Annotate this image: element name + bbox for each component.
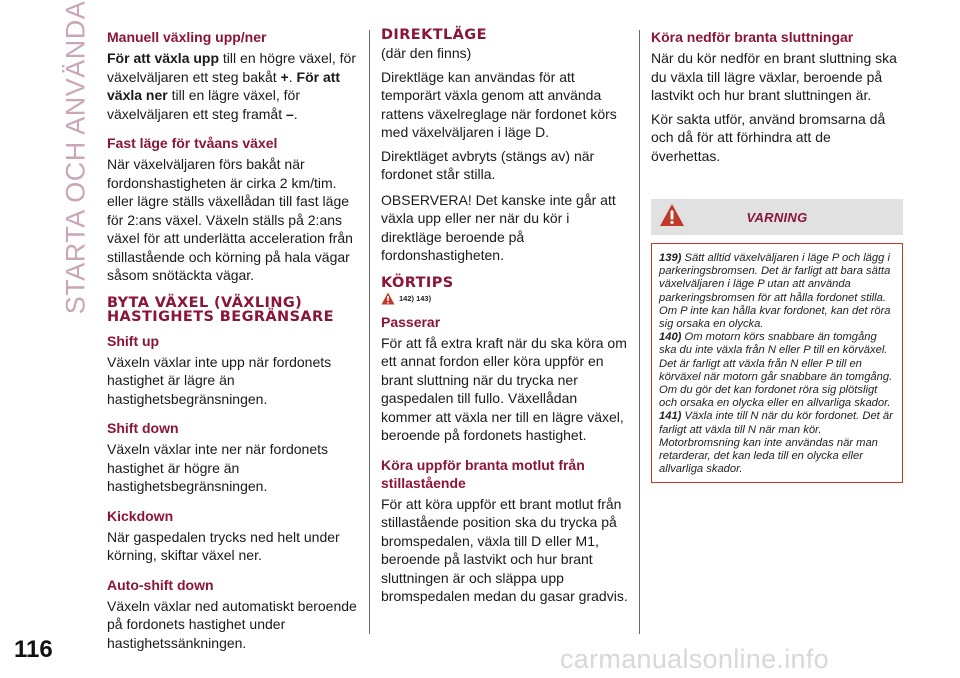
warning-item-139 (659, 252, 896, 331)
uphill-heading: Köra uppför branta motlut från stillastående (381, 456, 585, 491)
upshift-text: till en högre växel, för växelväljaren ett steg bakåt (107, 50, 356, 85)
warning-text: Växla inte till N när du kör fordonet. Det är farligt att växla till N när man kör. Motorbromsning kan inte användas när man retarderar, det kan leda till en olycka eller allvarliga skador. (659, 410, 893, 476)
warning-header (651, 199, 903, 235)
warning-box (651, 199, 903, 483)
direct-mode-subtitle: (där den finns) (381, 45, 472, 61)
kickdown-heading: Kickdown (107, 507, 174, 524)
auto-shift-text: Växeln växlar ned automatiskt beroende på fordonets hastighet under hastighetssänkningen. (107, 597, 357, 651)
kickdown-text: När gaspedalen trycks ned helt under körning, skiftar växel ner. (107, 528, 340, 563)
uphill-text: För att köra uppför ett brant motlut från stillastående position ska du trycka på bromspedalen, växla till D eller M1, beroende på lastvikt och hur brant sluttningen är och släppa upp bromspedalen medan du gasar gradvis. (381, 495, 628, 604)
upshift-end: . (288, 68, 297, 85)
shift-up-heading: Shift up (107, 332, 160, 349)
warning-number: 140) (659, 331, 682, 344)
shift-down-heading: Shift down (107, 420, 179, 436)
warning-body (651, 243, 903, 483)
warning-text: Om motorn körs snabbare än tomgång ska du inte växla från N eller P till en körväxel. Det är farligt att växla från N eller P till en körväxel när motorn går snabbare än tomgång. Om du gör det kan fordonet röra sig plötsligt och orsaka en olycka eller en allvarliga skador. (659, 331, 893, 410)
fixed-gear-text: När växelväljaren förs bakåt när fordonshastigheten är cirka 2 km/tim. eller lägre ställs växellådan till fast läge för 2:ans växel. Växeln ställs på 2:ans växel för att underlätta acceleration från stillastående och körning på hala vägar såsom snötäckta vägar. (107, 156, 353, 283)
warning-item-140 (659, 331, 896, 410)
column-3 (651, 28, 903, 483)
direct-mode-p2: Direktläget avbryts (stängs av) när fordonet står stilla. (381, 147, 595, 182)
driving-tips-heading: KÖRTIPS (381, 274, 454, 291)
shift-up-text: Växeln växlar inte upp när fordonets hastighet är lägre än hastighetsbegränsningen. (107, 353, 332, 407)
downhill-p2: Kör sakta utför, använd bromsarna då och då för att förhindra att de överhettas. (651, 110, 886, 164)
speed-limiter-heading: BYTA VÄXEL (VÄXLING) HASTIGHETS BEGRÄNSARE (107, 294, 334, 325)
fixed-gear-heading: Fast läge för tvåans växel (107, 135, 278, 151)
warning-number: 141) (659, 410, 682, 423)
auto-shift-heading: Auto-shift down (107, 576, 214, 593)
passing-heading: Passerar (381, 313, 441, 330)
downshift-text: till en lägre växel, för växelväljaren ett steg framåt (107, 87, 301, 122)
warning-label: VARNING (746, 209, 808, 225)
tips-refs: 142) 143) (399, 293, 432, 303)
downshift-end: . (293, 105, 298, 122)
warning-text: Sätt alltid växelväljaren i läge P och lägg i parkeringsbromsen. Det är farligt att bara sätta växelväljaren i läge P utan att använda parkeringsbromsen för att hålla fordonet stilla. Om P inte kan hålla kvar fordonet, kan det röra sig orsaka en olycka. (659, 252, 891, 331)
tips-reference-row (381, 292, 631, 305)
manual-shift-heading: Manuell växling upp/ner (107, 29, 267, 45)
warning-triangle-icon (381, 292, 395, 305)
direct-mode-note: OBSERVERA! Det kanske inte går att växla upp eller ner när du kör i direktläge beroende på fordonshastigheten. (381, 191, 616, 263)
downshift-bold: För att växla ner (107, 68, 341, 103)
side-section-title (46, 0, 106, 314)
plus-sign: + (280, 68, 289, 85)
direct-mode-p1: Direktläge kan användas för att temporärt växla genom att använda rattens växelreglage när fordonet körs med växelväljaren i läge D. (381, 68, 617, 140)
page-number: 116 (14, 636, 53, 663)
direct-mode-heading: DIREKTLÄGE (381, 27, 487, 43)
side-title-text: STARTA OCH ANVÄNDA (60, 0, 91, 314)
manual-shift-text (107, 49, 357, 123)
warning-triangle-icon (659, 203, 685, 232)
upshift-bold: För att växla upp (107, 50, 220, 66)
minus-sign: – (285, 105, 294, 122)
warning-number: 139) (659, 252, 682, 264)
warning-item-141 (659, 410, 896, 476)
column-2 (381, 28, 631, 611)
footer-watermark: carmanualsonline.info (560, 644, 829, 674)
column-1 (107, 28, 357, 657)
passing-text: För att få extra kraft när du ska köra om ett annat fordon eller köra uppför en brant sluttning när du trycka ner gaspedalen till fullo. Växellådan kommer att växla ner till en lägre växel, beroende på fordonets hastighet. (381, 334, 627, 443)
column-divider-2 (639, 30, 640, 634)
downhill-p1: När du kör nedför en brant sluttning ska du växla till lägre växlar, beroende på lastvikt och hur brant sluttningen är. (651, 50, 897, 103)
column-divider-1 (369, 30, 370, 634)
downhill-heading: Köra nedför branta sluttningar (651, 29, 854, 45)
shift-down-text: Växeln växlar inte ner när fordonets hastighet är högre än hastighetsbegränsningen. (107, 441, 329, 494)
